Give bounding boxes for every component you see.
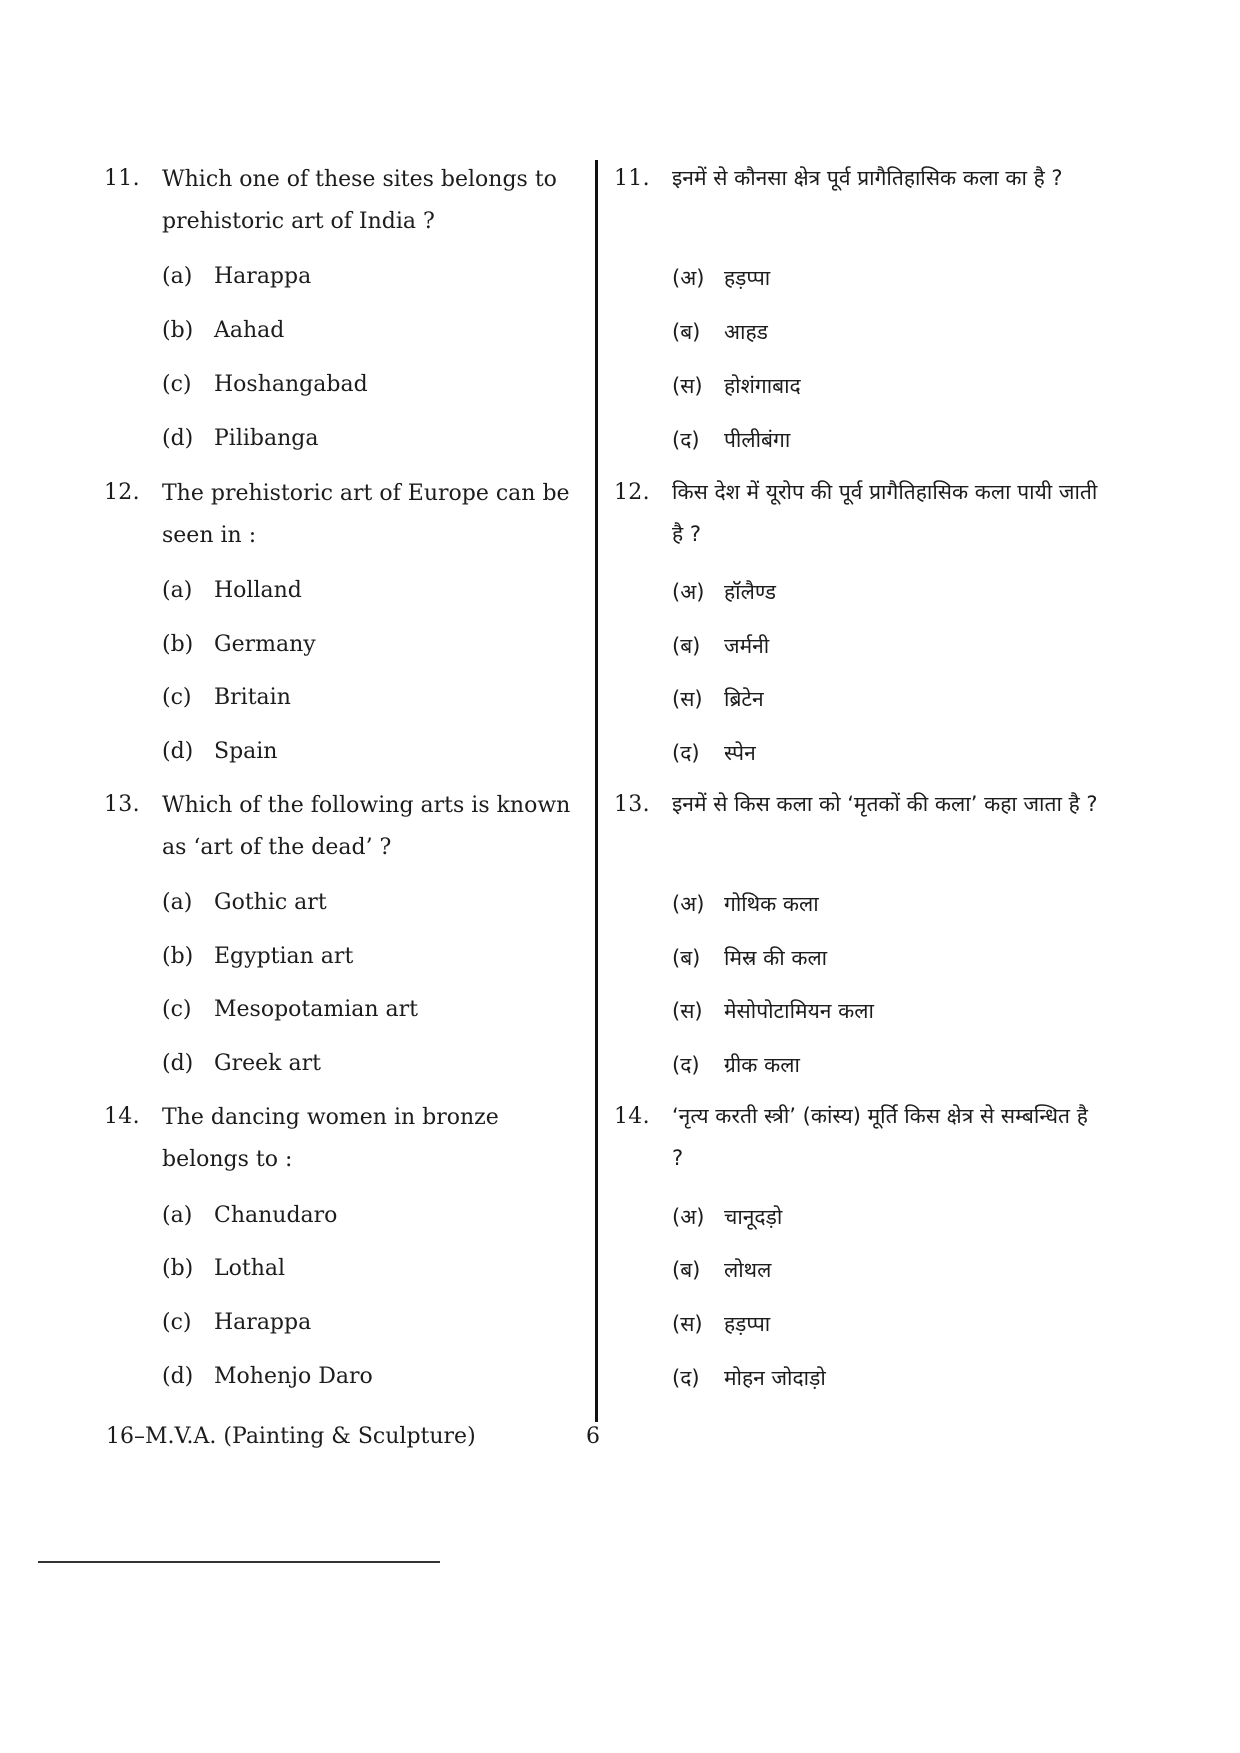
- option-text: चानूदड़ो: [724, 1205, 783, 1229]
- option-b: [672, 632, 769, 660]
- option-d: [162, 1051, 321, 1076]
- option-b: [672, 944, 827, 972]
- option-a: [672, 264, 770, 292]
- option-label: (अ): [672, 892, 705, 916]
- option-text: Britain: [214, 685, 291, 710]
- option-text: Egyptian art: [214, 944, 354, 969]
- option-label: (d): [162, 426, 194, 451]
- option-label: (a): [162, 578, 193, 603]
- option-a: [162, 1203, 337, 1228]
- option-c: [162, 1310, 311, 1335]
- question-text: Which of the following arts is known as ‘art of the dead’ ?: [162, 793, 571, 860]
- question-text: The prehistoric art of Europe can be seen in :: [162, 481, 570, 548]
- option-b: [672, 1256, 771, 1284]
- bottom-rule: [38, 1561, 440, 1563]
- question-number: 12.: [104, 480, 140, 505]
- option-label: (अ): [672, 580, 705, 604]
- option-label: (d): [162, 1364, 194, 1389]
- question-text: The dancing women in bronze belongs to :: [162, 1105, 499, 1172]
- page-number: 6: [586, 1424, 600, 1449]
- option-d: [672, 426, 790, 454]
- option-c: [162, 372, 368, 397]
- option-a: [162, 578, 302, 603]
- option-text: जर्मनी: [724, 634, 770, 658]
- option-label: (c): [162, 997, 192, 1022]
- question-number: 13.: [104, 792, 140, 817]
- option-text: Germany: [214, 632, 316, 657]
- option-text: Mesopotamian art: [214, 997, 419, 1022]
- option-c: [672, 997, 874, 1025]
- option-text: Mohenjo Daro: [214, 1364, 373, 1389]
- option-text: Harappa: [214, 1310, 312, 1335]
- option-text: Harappa: [214, 264, 312, 289]
- option-label: (ब): [672, 634, 701, 658]
- option-text: मेसोपोटामियन कला: [724, 999, 874, 1023]
- option-label: (c): [162, 372, 192, 397]
- question-number: 14.: [614, 1104, 650, 1129]
- option-a: [672, 1203, 782, 1231]
- option-text: Spain: [214, 739, 278, 764]
- option-a: [162, 890, 327, 915]
- column-divider: [595, 160, 598, 1422]
- option-a: [672, 890, 819, 918]
- option-text: आहड: [724, 320, 768, 344]
- option-label: (स): [672, 999, 703, 1023]
- option-label: (b): [162, 318, 194, 343]
- option-b: [672, 318, 768, 346]
- option-label: (द): [672, 428, 700, 452]
- option-text: Hoshangabad: [214, 372, 368, 397]
- option-text: हड़प्पा: [724, 1312, 771, 1336]
- option-d: [162, 1364, 373, 1389]
- option-label: (ब): [672, 946, 701, 970]
- option-text: गोथिक कला: [724, 892, 819, 916]
- option-label: (b): [162, 1256, 194, 1281]
- question-text: किस देश में यूरोप की पूर्व प्रागैतिहासिक कला पायी जाती है ?: [672, 480, 1098, 546]
- question-number: 11.: [104, 166, 140, 191]
- option-d: [672, 739, 756, 767]
- question-number: 12.: [614, 480, 650, 505]
- option-b: [162, 632, 316, 657]
- option-label: (स): [672, 687, 703, 711]
- option-label: (द): [672, 1366, 700, 1390]
- option-b: [162, 318, 284, 343]
- question-text: Which one of these sites belongs to prehistoric art of India ?: [162, 167, 557, 234]
- question-text: ‘नृत्य करती स्त्री’ (कांस्य) मूर्ति किस क्षेत्र से सम्बन्धित है ?: [672, 1104, 1088, 1170]
- option-a: [672, 578, 776, 606]
- question-number: 11.: [614, 166, 650, 191]
- option-d: [162, 739, 277, 764]
- option-d: [672, 1364, 826, 1392]
- footer-exam-code: 16–M.V.A. (Painting & Sculpture): [106, 1424, 476, 1449]
- option-label: (d): [162, 1051, 194, 1076]
- option-label: (स): [672, 374, 703, 398]
- option-d: [162, 426, 318, 451]
- option-label: (a): [162, 1203, 193, 1228]
- option-text: ग्रीक कला: [724, 1053, 800, 1077]
- option-c: [672, 1310, 770, 1338]
- option-c: [162, 685, 291, 710]
- option-label: (b): [162, 944, 194, 969]
- option-c: [672, 372, 801, 400]
- option-text: हॉलैण्ड: [724, 580, 777, 604]
- option-text: Pilibanga: [214, 426, 319, 451]
- option-label: (d): [162, 739, 194, 764]
- option-b: [162, 944, 353, 969]
- option-label: (स): [672, 1312, 703, 1336]
- question-number: 14.: [104, 1104, 140, 1129]
- option-text: स्पेन: [724, 741, 756, 765]
- option-text: Lothal: [214, 1256, 286, 1281]
- option-a: [162, 264, 311, 289]
- option-text: Chanudaro: [214, 1203, 338, 1228]
- question-text: इनमें से कौनसा क्षेत्र पूर्व प्रागैतिहासिक कला का है ?: [672, 166, 1063, 190]
- option-label: (a): [162, 890, 193, 915]
- question-text: इनमें से किस कला को ‘मृतकों की कला’ कहा जाता है ?: [672, 792, 1098, 816]
- option-text: मिस्र की कला: [724, 946, 828, 970]
- option-text: Holland: [214, 578, 302, 603]
- option-label: (a): [162, 264, 193, 289]
- option-label: (b): [162, 632, 194, 657]
- option-text: Greek art: [214, 1051, 321, 1076]
- option-text: पीलीबंगा: [724, 428, 791, 452]
- option-label: (अ): [672, 1205, 705, 1229]
- option-text: ब्रिटेन: [724, 687, 764, 711]
- option-label: (अ): [672, 266, 705, 290]
- question-number: 13.: [614, 792, 650, 817]
- option-label: (द): [672, 1053, 700, 1077]
- option-c: [162, 997, 418, 1022]
- option-d: [672, 1051, 800, 1079]
- option-label: (ब): [672, 320, 701, 344]
- option-label: (c): [162, 685, 192, 710]
- option-text: हड़प्पा: [724, 266, 771, 290]
- option-text: लोथल: [724, 1258, 772, 1282]
- option-label: (c): [162, 1310, 192, 1335]
- option-label: (ब): [672, 1258, 701, 1282]
- option-text: Aahad: [214, 318, 285, 343]
- option-c: [672, 685, 764, 713]
- option-text: मोहन जोदाड़ो: [724, 1366, 826, 1390]
- option-text: होशंगाबाद: [724, 374, 801, 398]
- option-b: [162, 1256, 285, 1281]
- option-text: Gothic art: [214, 890, 327, 915]
- option-label: (द): [672, 741, 700, 765]
